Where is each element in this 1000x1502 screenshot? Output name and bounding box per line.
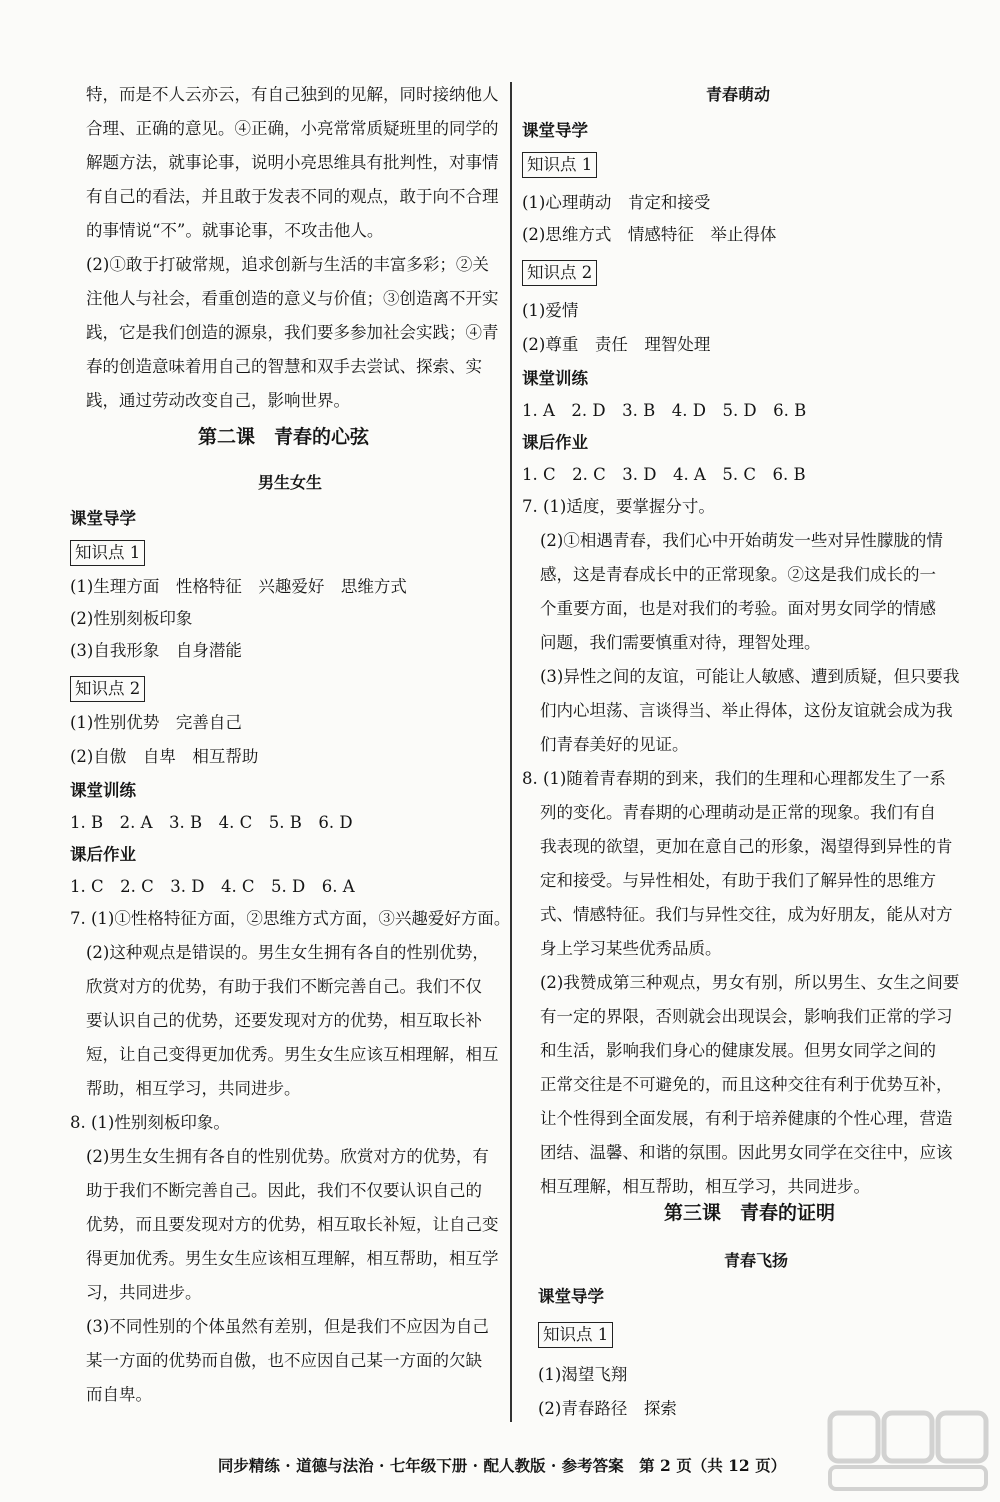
section-heading: 课堂导学 bbox=[522, 121, 588, 140]
text-line: 们青春美好的见证。 bbox=[540, 735, 689, 754]
text-line: (3)自我形象 自身潜能 bbox=[70, 641, 242, 660]
text-line: 合理、正确的意见。④正确，小亮常常质疑班里的同学的 bbox=[86, 119, 499, 138]
column-divider bbox=[510, 82, 512, 1422]
text-line: 优势，而且要发现对方的优势，相互取长补短，让自己变 bbox=[86, 1215, 499, 1234]
text-line: 1. C 2. C 3. D 4. A 5. C 6. B bbox=[522, 465, 806, 484]
text-line: 某一方面的优势而自傲，也不应因自己某一方面的欠缺 bbox=[86, 1351, 482, 1370]
knowledge-point-box: 知识点 1 bbox=[538, 1322, 613, 1348]
section-title: 男生女生 bbox=[258, 473, 323, 492]
text-line: 相互理解，相互帮助，相互学习，共同进步。 bbox=[540, 1177, 870, 1196]
text-line: 8. (1)随着青春期的到来，我们的生理和心理都发生了一系 bbox=[522, 769, 946, 788]
text-line: 8. (1)性别刻板印象。 bbox=[70, 1113, 230, 1132]
text-line: 有一定的界限，否则就会出现误会，影响我们正常的学习 bbox=[540, 1007, 953, 1026]
text-line: 我表现的欲望，更加在意自己的形象，渴望得到异性的肯 bbox=[540, 837, 953, 856]
text-line: (2)①敢于打破常规，追求创新与生活的丰富多彩；②关 bbox=[86, 255, 489, 274]
knowledge-point-box: 知识点 1 bbox=[522, 152, 597, 178]
text-line: 要认识自己的优势，还要发现对方的优势，相互取长补 bbox=[86, 1011, 482, 1030]
page-footer: 同步精练 · 道德与法治 · 七年级下册 · 配人教版 · 参考答案 第 2 页（共 12 页） bbox=[217, 1456, 787, 1475]
text-line: (2)①相遇青春，我们心中开始萌发一些对异性朦胧的情 bbox=[540, 531, 943, 550]
text-line: (2)我赞成第三种观点，男女有别，所以男生、女生之间要 bbox=[540, 973, 960, 992]
text-line: 身上学习某些优秀品质。 bbox=[540, 939, 722, 958]
text-line: (2)自傲 自卑 相互帮助 bbox=[70, 747, 259, 766]
text-line: (3)不同性别的个体虽然有差别，但是我们不应因为自己 bbox=[86, 1317, 489, 1336]
text-line: (2)尊重 责任 理智处理 bbox=[522, 335, 711, 354]
text-line: 问题，我们需要慎重对待，理智处理。 bbox=[540, 633, 821, 652]
text-line: (3)异性之间的友谊，可能让人敏感、遭到质疑，但只要我 bbox=[540, 667, 960, 686]
knowledge-point-box: 知识点 2 bbox=[70, 676, 145, 702]
text-line: (2)思维方式 情感特征 举止得体 bbox=[522, 225, 777, 244]
section-heading: 课后作业 bbox=[522, 433, 588, 452]
text-line: (1)性别优势 完善自己 bbox=[70, 713, 242, 732]
text-line: 短，让自己变得更加优秀。男生女生应该互相理解，相互 bbox=[86, 1045, 499, 1064]
text-line: (2)男生女生拥有各自的性别优势。欣赏对方的优势，有 bbox=[86, 1147, 489, 1166]
text-line: 定和接受。与异性相处，有助于我们了解异性的思维方 bbox=[540, 871, 936, 890]
text-line: 正常交往是不可避免的，而且这种交往有利于优势互补， bbox=[540, 1075, 953, 1094]
text-line: 解题方法，就事论事，说明小亮思维具有批判性，对事情 bbox=[86, 153, 499, 172]
lesson-title: 第三课 青春的证明 bbox=[664, 1202, 836, 1224]
text-line: 团结、温馨、和谐的氛围。因此男女同学在交往中，应该 bbox=[540, 1143, 953, 1162]
knowledge-point-label bbox=[522, 260, 597, 286]
text-line: 习，共同进步。 bbox=[86, 1283, 202, 1302]
text-line: 得更加优秀。男生女生应该相互理解，相互帮助，相互学 bbox=[86, 1249, 499, 1268]
text-line: 特，而是不人云亦云，有自己独到的见解，同时接纳他人 bbox=[86, 85, 499, 104]
text-line: 7. (1)①性格特征方面，②思维方式方面，③兴趣爱好方面。 bbox=[70, 909, 511, 928]
section-heading: 课后作业 bbox=[70, 845, 136, 864]
text-line: 春的创造意味着用自己的智慧和双手去尝试、探索、实 bbox=[86, 357, 482, 376]
section-heading: 课堂导学 bbox=[538, 1287, 604, 1306]
knowledge-point-label bbox=[70, 676, 145, 702]
text-line: 1. C 2. C 3. D 4. C 5. D 6. A bbox=[70, 877, 355, 896]
text-line: (1)心理萌动 肯定和接受 bbox=[522, 193, 711, 212]
section-heading: 课堂导学 bbox=[70, 509, 136, 528]
text-line: (2)这种观点是错误的。男生女生拥有各自的性别优势， bbox=[86, 943, 489, 962]
text-line: 1. A 2. D 3. B 4. D 5. D 6. B bbox=[522, 401, 807, 420]
text-line: (2)青春路径 探索 bbox=[538, 1399, 677, 1418]
text-line: 注他人与社会，看重创造的意义与价值；③创造离不开实 bbox=[86, 289, 499, 308]
knowledge-point-label bbox=[70, 540, 145, 566]
text-line: (1)生理方面 性格特征 兴趣爱好 思维方式 bbox=[70, 577, 407, 596]
text-line: (1)爱情 bbox=[522, 301, 579, 320]
text-line: 有自己的看法，并且敢于发表不同的观点，敢于向不合理 bbox=[86, 187, 499, 206]
text-line: 列的变化。青春期的心理萌动是正常的现象。我们有自 bbox=[540, 803, 936, 822]
lesson-title: 第二课 青春的心弦 bbox=[198, 426, 370, 448]
text-line: 而自卑。 bbox=[86, 1385, 152, 1404]
text-line: 式、情感特征。我们与异性交往，成为好朋友，能从对方 bbox=[540, 905, 953, 924]
knowledge-point-label bbox=[522, 152, 597, 178]
text-line: (2)性别刻板印象 bbox=[70, 609, 193, 628]
text-line: 助于我们不断完善自己。因此，我们不仅要认识自己的 bbox=[86, 1181, 482, 1200]
text-line: 1. B 2. A 3. B 4. C 5. B 6. D bbox=[70, 813, 353, 832]
knowledge-point-box: 知识点 1 bbox=[70, 540, 145, 566]
text-line: 个重要方面，也是对我们的考验。面对男女同学的情感 bbox=[540, 599, 936, 618]
section-heading: 课堂训练 bbox=[522, 369, 588, 388]
text-line: 让个性得到全面发展，有利于培养健康的个性心理，营造 bbox=[540, 1109, 953, 1128]
text-line: (1)渴望飞翔 bbox=[538, 1365, 628, 1384]
text-line: 践，通过劳动改变自己，影响世界。 bbox=[86, 391, 350, 410]
section-title: 青春飞扬 bbox=[724, 1251, 789, 1270]
text-line: 7. (1)适度，要掌握分寸。 bbox=[522, 497, 715, 516]
text-line: 欣赏对方的优势，有助于我们不断完善自己。我们不仅 bbox=[86, 977, 482, 996]
text-line: 和生活，影响我们身心的健康发展。但男女同学之间的 bbox=[540, 1041, 936, 1060]
text-line: 的事情说“不”。就事论事，不攻击他人。 bbox=[86, 221, 384, 240]
text-line: 践，它是我们创造的源泉，我们要多参加社会实践；④青 bbox=[86, 323, 499, 342]
knowledge-point-box: 知识点 2 bbox=[522, 260, 597, 286]
section-title: 青春萌动 bbox=[706, 85, 771, 104]
text-line: 感，这是青春成长中的正常现象。②这是我们成长的一 bbox=[540, 565, 936, 584]
section-heading: 课堂训练 bbox=[70, 781, 136, 800]
text-line: 帮助，相互学习，共同进步。 bbox=[86, 1079, 301, 1098]
knowledge-point-label bbox=[538, 1322, 613, 1348]
watermark-logo-icon bbox=[822, 1405, 992, 1495]
text-line: 们内心坦荡、言谈得当、举止得体，这份友谊就会成为我 bbox=[540, 701, 953, 720]
